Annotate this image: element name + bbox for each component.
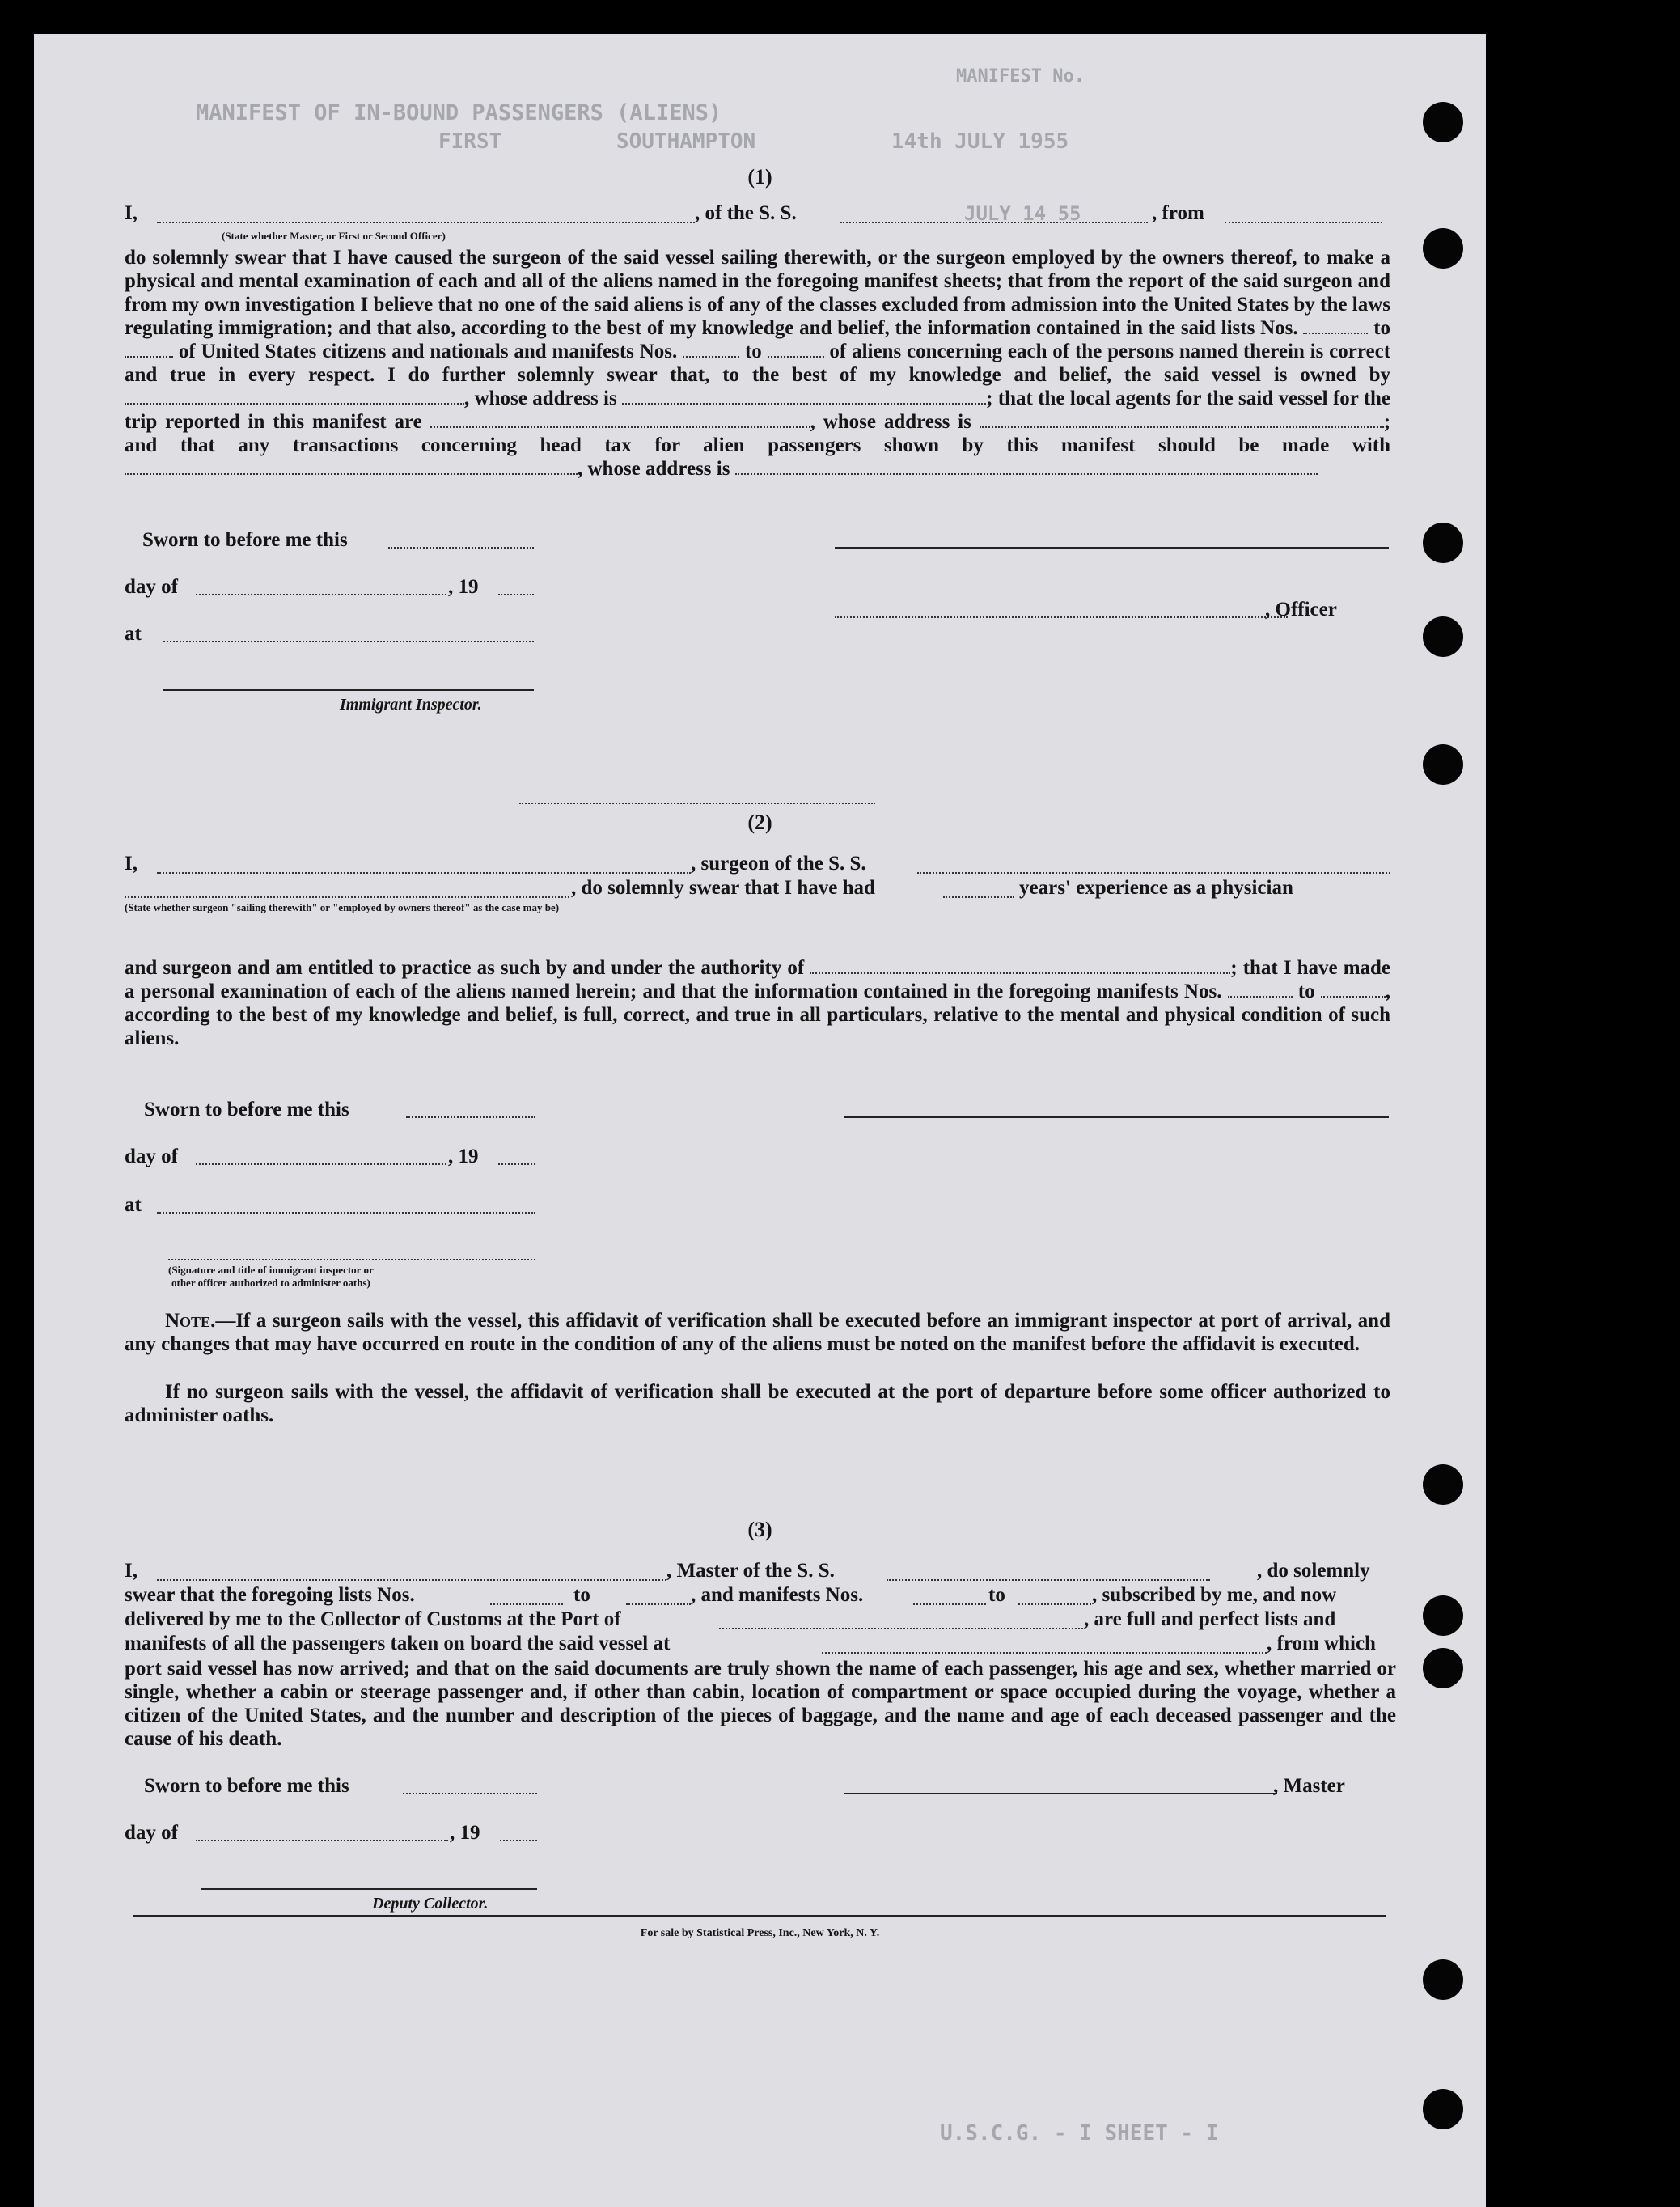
head-tax-address-field xyxy=(735,457,1318,475)
punch-hole xyxy=(1423,616,1463,657)
ship-name-field xyxy=(840,205,1148,223)
authority-field xyxy=(810,956,1230,974)
master-label: , Master xyxy=(1273,1775,1345,1797)
footer-rule xyxy=(133,1915,1386,1917)
i-label: I, xyxy=(125,853,138,875)
surgeon-status-field xyxy=(125,880,569,898)
bleed-date-stamp: JULY 14 55 xyxy=(964,202,1081,225)
sworn-label-3: Sworn to before me this xyxy=(144,1775,349,1797)
signature-hint-2: other officer authorized to administer oaths) xyxy=(171,1277,370,1289)
section-3-heading: (3) xyxy=(747,1518,772,1541)
subscribed-label: , subscribed by me, and now xyxy=(1092,1584,1337,1606)
swear-label: , do solemnly swear that I have had xyxy=(571,877,875,899)
to-label: to xyxy=(573,1584,590,1606)
to-label-2: to xyxy=(988,1584,1005,1606)
punch-hole xyxy=(1423,2089,1463,2129)
deputy-label: Deputy Collector. xyxy=(372,1895,489,1913)
i-label: I, xyxy=(125,202,138,224)
deputy-signature-line xyxy=(201,1888,537,1890)
section-3-fourth-line xyxy=(125,1633,1396,1657)
sworn-day-field-2 xyxy=(406,1116,535,1118)
section-divider xyxy=(519,803,875,804)
owner-field xyxy=(125,387,464,405)
officer-label: , Officer xyxy=(1265,599,1337,621)
master-signature-line xyxy=(844,1793,1277,1794)
from-label: , from xyxy=(1152,202,1204,224)
of-the-ss-label: , of the S. S. xyxy=(695,202,797,224)
officer-hint: (State whether Master, or First or Second Officer) xyxy=(222,230,446,242)
from-which-label: , from which xyxy=(1267,1633,1376,1654)
sworn-day-field-1 xyxy=(388,547,534,549)
section-2-paragraph: and surgeon and am entitled to practice as such by and under the authority of ; that I have made a personal examination of each of the aliens named herein; and that the information contained in the foregoing manifests Nos. to , according to the best of my knowledge and belief, is full, correct, and true in all particulars, relative to the mental and physical condition of such aliens. xyxy=(125,957,1391,1049)
inspector-signature-line-2 xyxy=(168,1259,535,1260)
lists-from-field xyxy=(1303,316,1368,334)
signature-line-1 xyxy=(835,547,1389,549)
footer-sale-text: For sale by Statistical Press, Inc., New York, N. Y. xyxy=(640,1927,880,1939)
master-lists-from-field xyxy=(490,1587,563,1605)
day-of-field-2 xyxy=(196,1163,446,1165)
note-paragraph: Note.—If a surgeon sails with the vessel, this affidavit of verification shall be executed before an immigrant inspector at port of arrival, and any changes that may have occurred en route in the condition of any of the aliens must be noted on the manifest before the affidavit is executed. xyxy=(125,1310,1390,1355)
officer-name-field xyxy=(157,205,695,223)
section-1-paragraph: do solemnly swear that I have caused the surgeon of the said vessel sailing therewith, or the surgeon employed by the owners thereof, to make a physical and mental examination of each and all of the aliens named in the foregoing manifest sheets; that from the report of the said surgeon and from my own investigation I believe that no one of the said aliens is of any of the classes excluded from admission into the United States by the laws regulating immigration; and that also, according to the best of my knowledge and belief, the information contained in the said lists Nos. to of United States citizens and nationals and manifests Nos. to of aliens concerning each of the persons named therein is correct and true in every respect. I do further solemnly swear that, to the best of my knowledge and belief, the said vessel is owned by , whose address is ; that the local agents for the said vessel for the trip reported in this manifest are , whose address is ; and that any transactions concerning head tax for alien passengers shown by this manifest should be made with , whose address is xyxy=(125,247,1391,480)
day-of-field-3 xyxy=(196,1840,448,1841)
i-label: I, xyxy=(125,1560,138,1582)
note-paragraph-2: If no surgeon sails with the vessel, the affidavit of verification shall be executed at the port of departure before some officer authorized to administer oaths. xyxy=(125,1381,1390,1426)
manifests-to-field xyxy=(768,340,824,358)
surgeon-name-field xyxy=(157,856,691,874)
years-label: years' experience as a physician xyxy=(1019,877,1293,899)
at-field-1 xyxy=(163,641,534,642)
bleed-bottom-text: U.S.C.G. - I SHEET - I xyxy=(940,2121,1219,2146)
surgeon-hint: (State whether surgeon "sailing therewith" or "employed by owners thereof" as the case may be) xyxy=(125,901,560,913)
at-label-1: at xyxy=(125,623,142,645)
master-ship-field xyxy=(887,1563,1210,1581)
bleed-manifest-no: MANIFEST No. xyxy=(956,66,1085,87)
inspector-signature-line xyxy=(163,689,534,691)
master-of-label: , Master of the S. S. xyxy=(666,1560,835,1582)
officer-line xyxy=(835,616,1288,618)
master-manifests-to-field xyxy=(1018,1587,1091,1605)
bleed-port: SOUTHAMPTON xyxy=(616,129,756,154)
day-of-field-1 xyxy=(196,594,446,595)
agents-field xyxy=(430,410,810,428)
manifest-page xyxy=(34,34,1486,2207)
master-name-field xyxy=(157,1563,666,1581)
section-3-third-line xyxy=(125,1608,1396,1633)
at-label-2: at xyxy=(125,1194,142,1216)
section-1-heading: (1) xyxy=(747,165,772,189)
punch-hole xyxy=(1423,228,1463,269)
year-field-2 xyxy=(498,1163,535,1165)
section-2-first-line xyxy=(125,853,1390,880)
master-manifests-from-field xyxy=(913,1587,986,1605)
delivered-label: delivered by me to the Collector of Customs at the Port of xyxy=(125,1608,621,1630)
punch-hole xyxy=(1423,744,1463,785)
lists-to-field xyxy=(125,340,173,358)
from-port-field xyxy=(1225,205,1382,223)
punch-hole xyxy=(1423,1648,1463,1688)
manifests-from-field xyxy=(683,340,739,358)
full-label: , are full and perfect lists and xyxy=(1084,1608,1336,1630)
surgeon-manifest-to-field xyxy=(1321,980,1386,998)
bleed-manifest-title: MANIFEST OF IN-BOUND PASSENGERS (ALIENS) xyxy=(196,100,722,125)
section-1-first-line xyxy=(125,202,1390,242)
punch-hole xyxy=(1423,523,1463,563)
agents-address-field xyxy=(980,410,1384,428)
sworn-day-field-3 xyxy=(403,1793,537,1794)
bleed-class: FIRST xyxy=(438,129,502,154)
day-of-label-3: day of xyxy=(125,1822,178,1844)
bleed-date: 14th JULY 1955 xyxy=(891,129,1069,154)
master-lists-to-field xyxy=(626,1587,691,1605)
lists-label: swear that the foregoing lists Nos. xyxy=(125,1584,415,1606)
punch-hole xyxy=(1423,1959,1463,2000)
surgeon-ship-field xyxy=(917,856,1390,874)
head-tax-field xyxy=(125,457,578,475)
section-2-heading: (2) xyxy=(747,811,772,834)
inspector-label: Immigrant Inspector. xyxy=(340,696,482,714)
day-of-label-1: day of xyxy=(125,576,178,598)
sworn-label-2: Sworn to before me this xyxy=(144,1099,349,1120)
solemnly-label: , do solemnly xyxy=(1257,1560,1370,1582)
signature-line-2 xyxy=(844,1116,1389,1118)
at-field-2 xyxy=(157,1212,535,1214)
nineteen-label-2: , 19 xyxy=(448,1146,479,1167)
nineteen-label-1: , 19 xyxy=(448,576,479,598)
manifests-label: manifests of all the passengers taken on board the said vessel at xyxy=(125,1633,671,1654)
day-of-label-2: day of xyxy=(125,1146,178,1167)
sworn-label-1: Sworn to before me this xyxy=(142,529,348,551)
years-field xyxy=(943,880,1014,898)
punch-hole xyxy=(1423,1464,1463,1505)
port-of-departure-field xyxy=(822,1636,1267,1654)
surgeon-manifest-from-field xyxy=(1228,980,1293,998)
owner-address-field xyxy=(622,387,986,405)
surgeon-of-label: , surgeon of the S. S. xyxy=(691,853,866,875)
punch-hole xyxy=(1423,1595,1463,1636)
port-of-arrival-field xyxy=(719,1612,1083,1629)
signature-hint-1: (Signature and title of immigrant inspector or xyxy=(168,1264,374,1276)
punch-hole xyxy=(1423,102,1463,142)
year-field-3 xyxy=(500,1840,537,1841)
year-field-1 xyxy=(498,594,534,595)
section-3-paragraph: port said vessel has now arrived; and that on the said documents are truly shown the name of each passenger, his age and sex, whether married or single, whether a cabin or steerage passenger and, if other than cabin, location of compartment or space occupied during the voyage, whether a citizen of the United States, and the number and description of the pieces of baggage, and the name and age of each deceased passenger and the cause of his death. xyxy=(125,1658,1396,1750)
nineteen-label-3: , 19 xyxy=(450,1822,480,1844)
section-3-second-line xyxy=(125,1584,1396,1608)
section-2-second-line xyxy=(125,877,1390,914)
section-3-first-line xyxy=(125,1560,1396,1584)
and-manifests-label: , and manifests Nos. xyxy=(691,1584,864,1606)
